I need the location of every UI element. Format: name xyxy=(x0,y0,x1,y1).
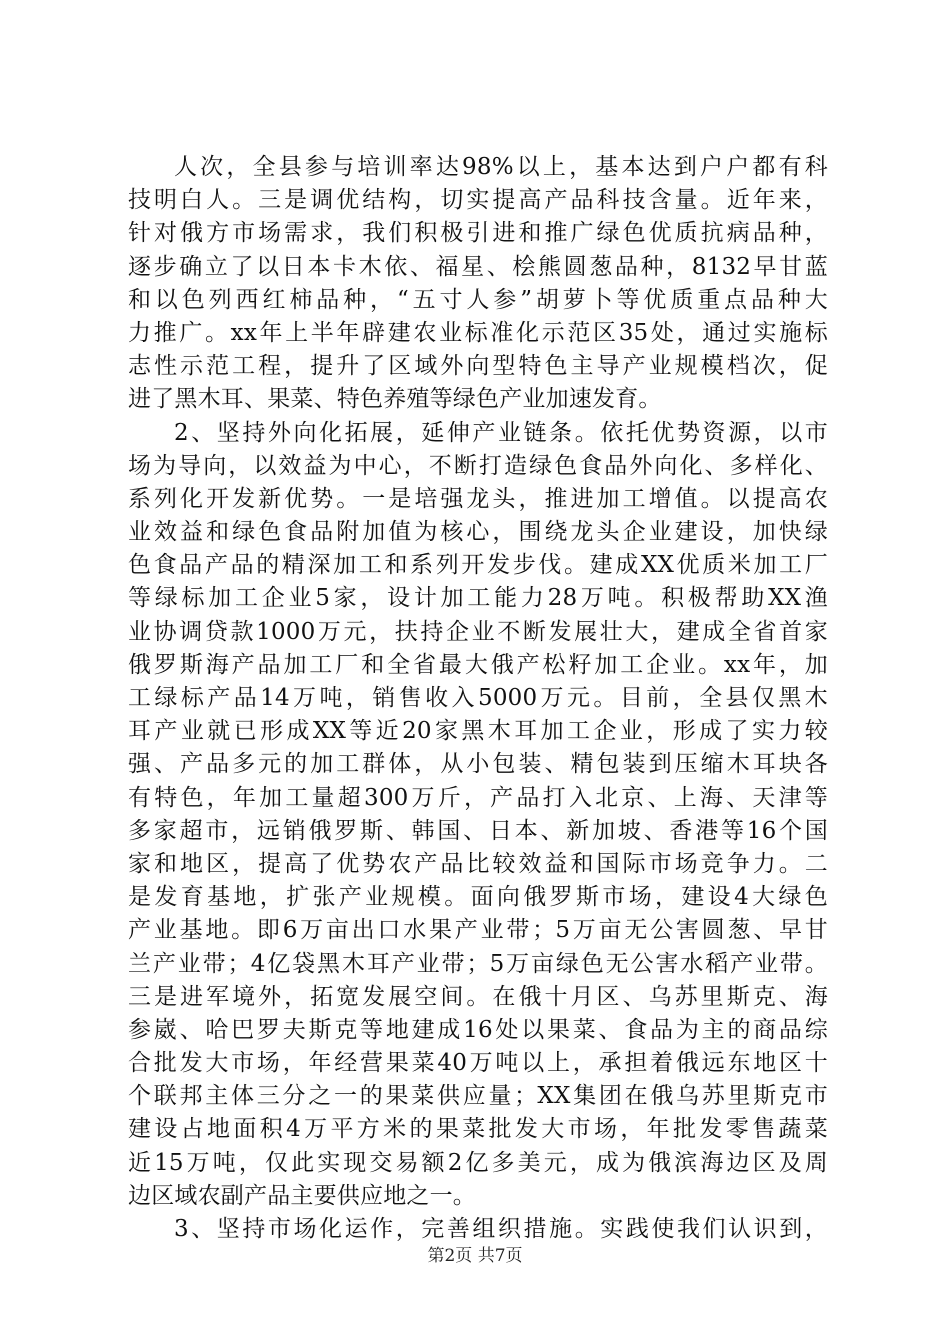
text-line: 合批发大市场，年经营果菜40万吨以上，承担着俄远东地区十 xyxy=(128,1050,828,1077)
text-line: 力推广。xx年上半年辟建农业标准化示范区35处，通过实施标 xyxy=(128,319,828,346)
text-line: 逐步确立了以日本卡木依、福星、桧熊圆葱品种，8132早甘蓝 xyxy=(128,253,828,280)
text-line: 兰产业带；4亿袋黑木耳产业带；5万亩绿色无公害水稻产业带。 xyxy=(128,950,828,977)
text-line: 强、产品多元的加工群体，从小包装、精包装到压缩木耳块各 xyxy=(128,751,828,778)
text-line: 色食品产品的精深加工和系列开发步伐。建成XX优质米加工厂 xyxy=(128,552,828,579)
text-line: 产业基地。即6万亩出口水果产业带；5万亩无公害圆葱、早甘 xyxy=(128,917,828,944)
text-line: 系列化开发新优势。一是培强龙头，推进加工增值。以提高农 xyxy=(128,485,828,512)
text-line: 多家超市，远销俄罗斯、韩国、日本、新加坡、香港等16个国 xyxy=(128,817,828,844)
text-line: 有特色，年加工量超300万斤，产品打入北京、上海、天津等 xyxy=(128,784,828,811)
text-line: 近15万吨，仅此实现交易额2亿多美元，成为俄滨海边区及周 xyxy=(128,1149,828,1176)
text-line: 家和地区，提高了优势农产品比较效益和国际市场竞争力。二 xyxy=(128,850,828,877)
text-line: 耳产业就已形成XX等近20家黑木耳加工企业，形成了实力较 xyxy=(128,718,828,745)
text-line: 等绿标加工企业5家，设计加工能力28万吨。积极帮助XX渔 xyxy=(128,585,828,612)
page-footer: 第2页 共7页 xyxy=(427,1246,523,1266)
text-line: 三是进军境外，拓宽发展空间。在俄十月区、乌苏里斯克、海 xyxy=(128,983,828,1010)
text-line: 参崴、哈巴罗夫斯克等地建成16处以果菜、食品为主的商品综 xyxy=(128,1016,828,1043)
text-line: 工绿标产品14万吨，销售收入5000万元。目前，全县仅黑木 xyxy=(128,685,828,711)
text-line: 3、坚持市场化运作，完善组织措施。实践使我们认识到， xyxy=(174,1216,828,1242)
text-line: 2、坚持外向化拓展，延伸产业链条。依托优势资源，以市 xyxy=(174,419,828,446)
text-line: 场为导向，以效益为中心，不断打造绿色食品外向化、多样化、 xyxy=(128,452,828,479)
body-text xyxy=(128,151,828,1246)
text-line: 和以色列西红柿品种，“五寸人参”胡萝卜等优质重点品种大 xyxy=(128,286,828,313)
text-line: 针对俄方市场需求，我们积极引进和推广绿色优质抗病品种， xyxy=(128,220,828,247)
text-line: 业协调贷款1000万元，扶持企业不断发展壮大，建成全省首家 xyxy=(128,618,828,645)
text-line: 人次，全县参与培训率达98%以上，基本达到户户都有科 xyxy=(174,154,828,180)
text-line: 技明白人。三是调优结构，切实提高产品科技含量。近年来， xyxy=(128,187,828,214)
text-line: 业效益和绿色食品附加值为核心，围绕龙头企业建设，加快绿 xyxy=(128,519,828,546)
text-line: 建设占地面积4万平方米的果菜批发大市场，年批发零售蔬菜 xyxy=(128,1116,828,1143)
text-line: 志性示范工程，提升了区域外向型特色主导产业规模档次，促 xyxy=(128,353,828,380)
text-line: 进了黑木耳、果菜、特色养殖等绿色产业加速发育。 xyxy=(128,386,662,413)
text-line: 是发育基地，扩张产业规模。面向俄罗斯市场，建设4大绿色 xyxy=(128,884,828,911)
text-line: 边区域农副产品主要供应地之一。 xyxy=(128,1182,476,1209)
text-line: 俄罗斯海产品加工厂和全省最大俄产松籽加工企业。xx年，加 xyxy=(128,651,828,678)
text-line: 个联邦主体三分之一的果菜供应量；XX集团在俄乌苏里斯克市 xyxy=(128,1083,828,1110)
